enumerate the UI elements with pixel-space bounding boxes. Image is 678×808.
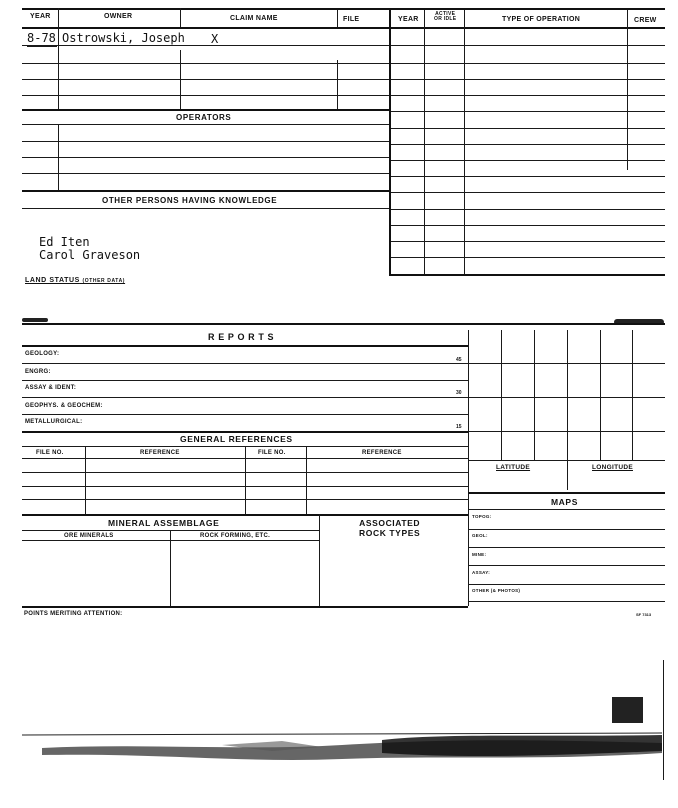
- land-status-label: [25, 277, 125, 284]
- rock-forming-label: ROCK FORMING, ETC.: [200, 533, 271, 539]
- genref-col-file-no-2: FILE NO.: [258, 450, 286, 456]
- header-type-of-operation: TYPE OF OPERATION: [502, 16, 581, 23]
- genref-col-file-no-1: FILE NO.: [36, 450, 64, 456]
- report-metallurgical: METALLURGICAL:: [25, 419, 83, 425]
- entry-claim-mark: X: [211, 32, 219, 46]
- reports-title: R E P O R T S: [208, 332, 275, 342]
- other-persons-title: OTHER PERSONS HAVING KNOWLEDGE: [102, 196, 278, 205]
- report-geology-num: 45: [456, 357, 462, 363]
- header-file: FILE: [343, 16, 360, 23]
- associated-line1: ASSOCIATED: [359, 518, 421, 528]
- header-active-line2: OR IDLE: [434, 16, 457, 22]
- general-references-title: GENERAL REFERENCES: [180, 434, 293, 444]
- entry-owner: Ostrowski, Joseph: [62, 31, 185, 45]
- report-engrg: ENGRG:: [25, 369, 51, 375]
- header-crew: CREW: [634, 17, 657, 24]
- header-active-or-idle: [434, 12, 456, 22]
- land-status-text: LAND STATUS: [25, 277, 80, 284]
- report-assay-num: 30: [456, 390, 462, 396]
- associated-rock-types: [359, 518, 420, 538]
- longitude-label: LONGITUDE: [592, 464, 633, 471]
- maps-geol: GEOL:: [472, 533, 488, 538]
- header-claim-name: CLAIM NAME: [230, 15, 278, 22]
- maps-assay: ASSAY:: [472, 570, 491, 575]
- header-owner: OWNER: [104, 13, 133, 20]
- report-assay: ASSAY & IDENT:: [25, 385, 77, 391]
- header-active-line1: ACTIVE: [435, 11, 456, 17]
- maps-mine: MINE:: [472, 552, 487, 557]
- latitude-label: LATITUDE: [496, 464, 531, 471]
- maps-other: OTHER (& PHOTOS): [472, 588, 521, 593]
- header-year-2: YEAR: [398, 16, 419, 23]
- genref-col-reference-1: REFERENCE: [140, 450, 180, 456]
- operators-title: OPERATORS: [176, 113, 232, 122]
- form-number: SF 7313: [636, 612, 652, 617]
- points-meriting-attention: POINTS MERITING ATTENTION:: [24, 611, 123, 617]
- scan-mark-left: [22, 318, 48, 322]
- maps-title: MAPS: [551, 497, 578, 507]
- other-person-2: Carol Graveson: [39, 248, 141, 262]
- report-geophys: GEOPHYS. & GEOCHEM:: [25, 403, 103, 409]
- entry-year: 8-78: [27, 31, 56, 45]
- report-geology: GEOLOGY:: [25, 351, 60, 357]
- ore-minerals-label: ORE MINERALS: [64, 533, 114, 539]
- other-person-1: Ed Iten: [39, 235, 90, 249]
- report-metallurgical-num: 15: [456, 424, 462, 430]
- associated-line2: ROCK TYPES: [359, 528, 421, 538]
- maps-topog: TOPOG:: [472, 514, 492, 519]
- genref-col-reference-2: REFERENCE: [362, 450, 402, 456]
- land-status-sub: (OTHER DATA): [82, 278, 126, 284]
- mineral-assemblage-title: MINERAL ASSEMBLAGE: [108, 518, 220, 528]
- header-year: YEAR: [30, 13, 51, 20]
- scan-noise-band: [22, 715, 665, 775]
